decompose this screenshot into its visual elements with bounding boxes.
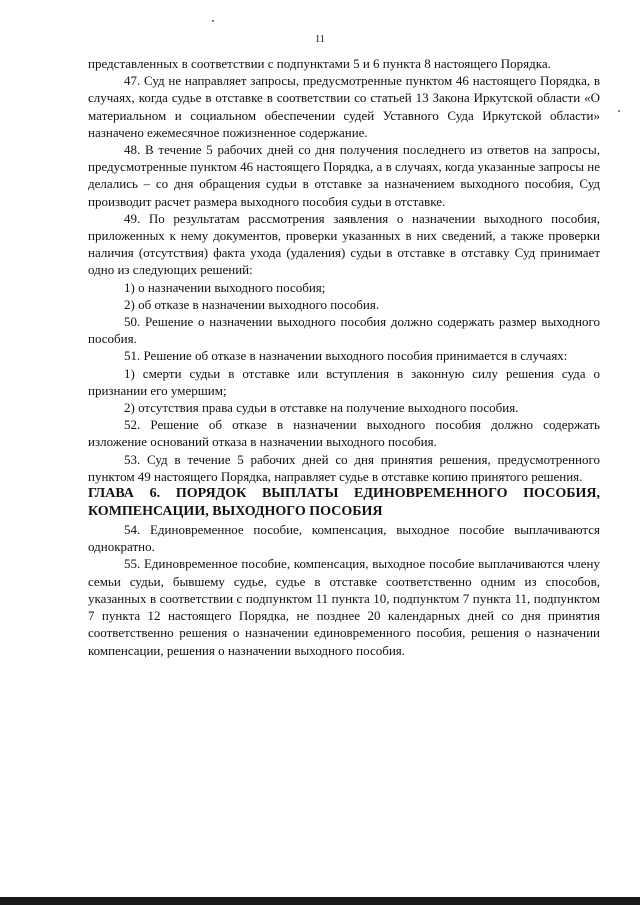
- scan-speck: [618, 110, 620, 112]
- document-body: [88, 55, 600, 659]
- paragraph-51: 51. Решение об отказе в назначении выходного пособия принимается в случаях:: [124, 348, 568, 364]
- paragraph-51-item-1: 1) смерти судьи в отставке или вступления в законную силу решения суда о признании его умершим;: [88, 365, 600, 398]
- page-number: 11: [315, 34, 325, 45]
- paragraph-49: 49. По результатам рассмотрения заявления о назначении выходного пособия, приложенных к нему документов, проверки указанных в них сведений, а также проверки наличия (отсутствия) факта ухода (удаления) судьи в отставке в отставку Суд принимает одно из следующих решений:: [88, 210, 600, 278]
- paragraph-49-item-1: 1) о назначении выходного пособия;: [124, 279, 326, 295]
- paragraph-continuation: представленных в соответствии с подпунктами 5 и 6 пункта 8 настоящего Порядка.: [88, 56, 551, 71]
- chapter-title: ГЛАВА 6. ПОРЯДОК ВЫПЛАТЫ ЕДИНОВРЕМЕННОГО ПОСОБИЯ, КОМПЕНСАЦИИ, ВЫХОДНОГО ПОСОБИЯ: [88, 486, 600, 520]
- paragraph-55: 55. Единовременное пособие, компенсация, выходное пособие выплачиваются члену семьи судьи, бывшему судье, судье в отставке соответственно одним из способов, указанных в соответствии с подпунктом 11 пункта 10, подпунктом 7 пункта 11, подпунктом 7 пункта 12 настоящего Порядка, не позднее 20 календарных дней со дня принятия соответственно решения о назначении единовременного пособия, решения о назначении компенсации, решения о назначении выходного пособия.: [88, 556, 600, 658]
- scan-speck: [212, 20, 214, 22]
- paragraph-50: 50. Решение о назначении выходного пособия должно содержать размер выходного пособия.: [88, 314, 600, 347]
- paragraph-49-item-2: 2) об отказе в назначении выходного пособия.: [124, 296, 380, 312]
- paragraph-47: 47. Суд не направляет запросы, предусмотренные пунктом 46 настоящего Порядка, в случаях, когда судье в отставке в соответствии со статьей 13 Закона Иркутской области «О материальном и социальном обеспечении судей Уставного Суда Иркутской области» назначено ежемесячное пожизненное содержание.: [88, 73, 600, 140]
- paragraph-51-item-2: 2) отсутствия права судьи в отставке на получение выходного пособия.: [124, 400, 519, 416]
- paragraph-52: 52. Решение об отказе в назначении выходного пособия должно содержать изложение оснований отказа в назначении выходного пособия.: [88, 417, 600, 450]
- paragraph-53: 53. Суд в течение 5 рабочих дней со дня принятия решения, предусмотренного пунктом 49 настоящего Порядка, направляет судье в отставке копию принятого решения.: [88, 451, 600, 484]
- paragraph-54: 54. Единовременное пособие, компенсация, выходное пособие выплачиваются однократно.: [88, 522, 600, 555]
- paragraph-48: 48. В течение 5 рабочих дней со дня получения последнего из ответов на запросы, предусмотренные пунктом 46 настоящего Порядка, а в случаях, когда указанные запросы не делались – со дня обращения судьи в отставке за назначением выходного пособия, Суд производит расчет размера выходного пособия судьи в отставке.: [88, 142, 600, 209]
- scan-bottom-edge: [0, 897, 640, 905]
